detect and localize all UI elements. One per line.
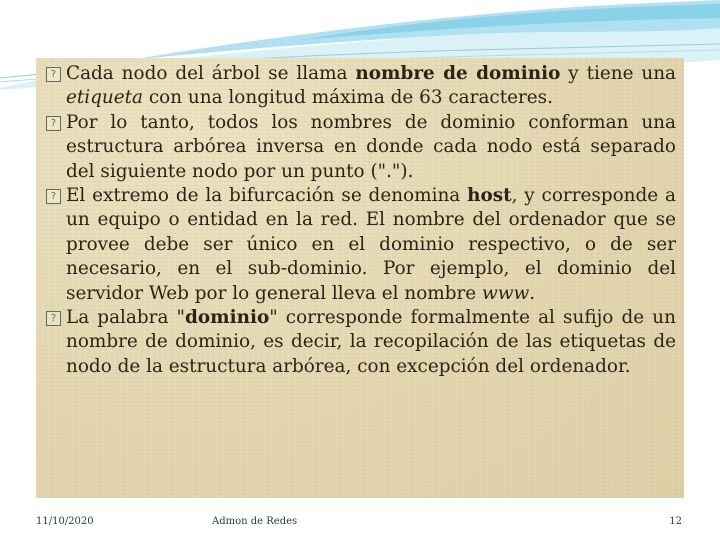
text-run: . — [529, 282, 536, 304]
bullet-list — [46, 62, 676, 379]
text-run: , y corresponde a un equipo o entidad en la red. El nombre del ordenador que se provee debe ser único en el dominio respectivo, o de ser necesario, en el sub-dominio. Por ejemplo, el dominio del servidor Web por lo general lleva el nombre — [66, 185, 676, 304]
bold-term: host — [467, 185, 512, 207]
bold-term: nombre de dominio — [355, 63, 561, 84]
footer-date: 11/10/2020 — [36, 516, 94, 527]
italic-term: etiqueta — [66, 87, 144, 109]
text-run: El extremo de la bifurcación se denomina — [66, 185, 468, 207]
bullet-paragraph-3 — [46, 184, 676, 306]
bullet-box-icon: ? — [46, 116, 61, 131]
bold-term: dominio — [185, 307, 270, 329]
text-run: Cada nodo del árbol se llama — [66, 63, 356, 84]
bullet-paragraph-4 — [46, 306, 676, 379]
bullet-paragraph-1 — [46, 62, 676, 111]
footer-page-number: 12 — [669, 516, 682, 527]
footer-author: Admon de Redes — [212, 516, 298, 527]
content-text-box — [36, 58, 684, 498]
text-run: Por lo tanto, todos los nombres de dominio conforman una estructura arbórea inversa en donde cada nodo está separado del siguiente nodo por un punto ("."). — [66, 111, 676, 182]
text-run: con una longitud máxima de 63 caracteres. — [143, 87, 553, 109]
bullet-paragraph-2 — [46, 111, 676, 184]
text-run: y tiene una — [560, 63, 676, 84]
bullet-box-icon: ? — [46, 189, 61, 204]
italic-term: www — [482, 282, 530, 304]
text-run: " corresponde formalmente al sufijo de un nombre de dominio, es decir, la recopilación de las etiquetas de nodo de la estructura arbórea, con excepción del ordenador. — [66, 307, 676, 377]
bullet-box-icon: ? — [46, 311, 61, 326]
text-run: La palabra " — [66, 307, 186, 329]
bullet-box-icon: ? — [46, 67, 61, 82]
